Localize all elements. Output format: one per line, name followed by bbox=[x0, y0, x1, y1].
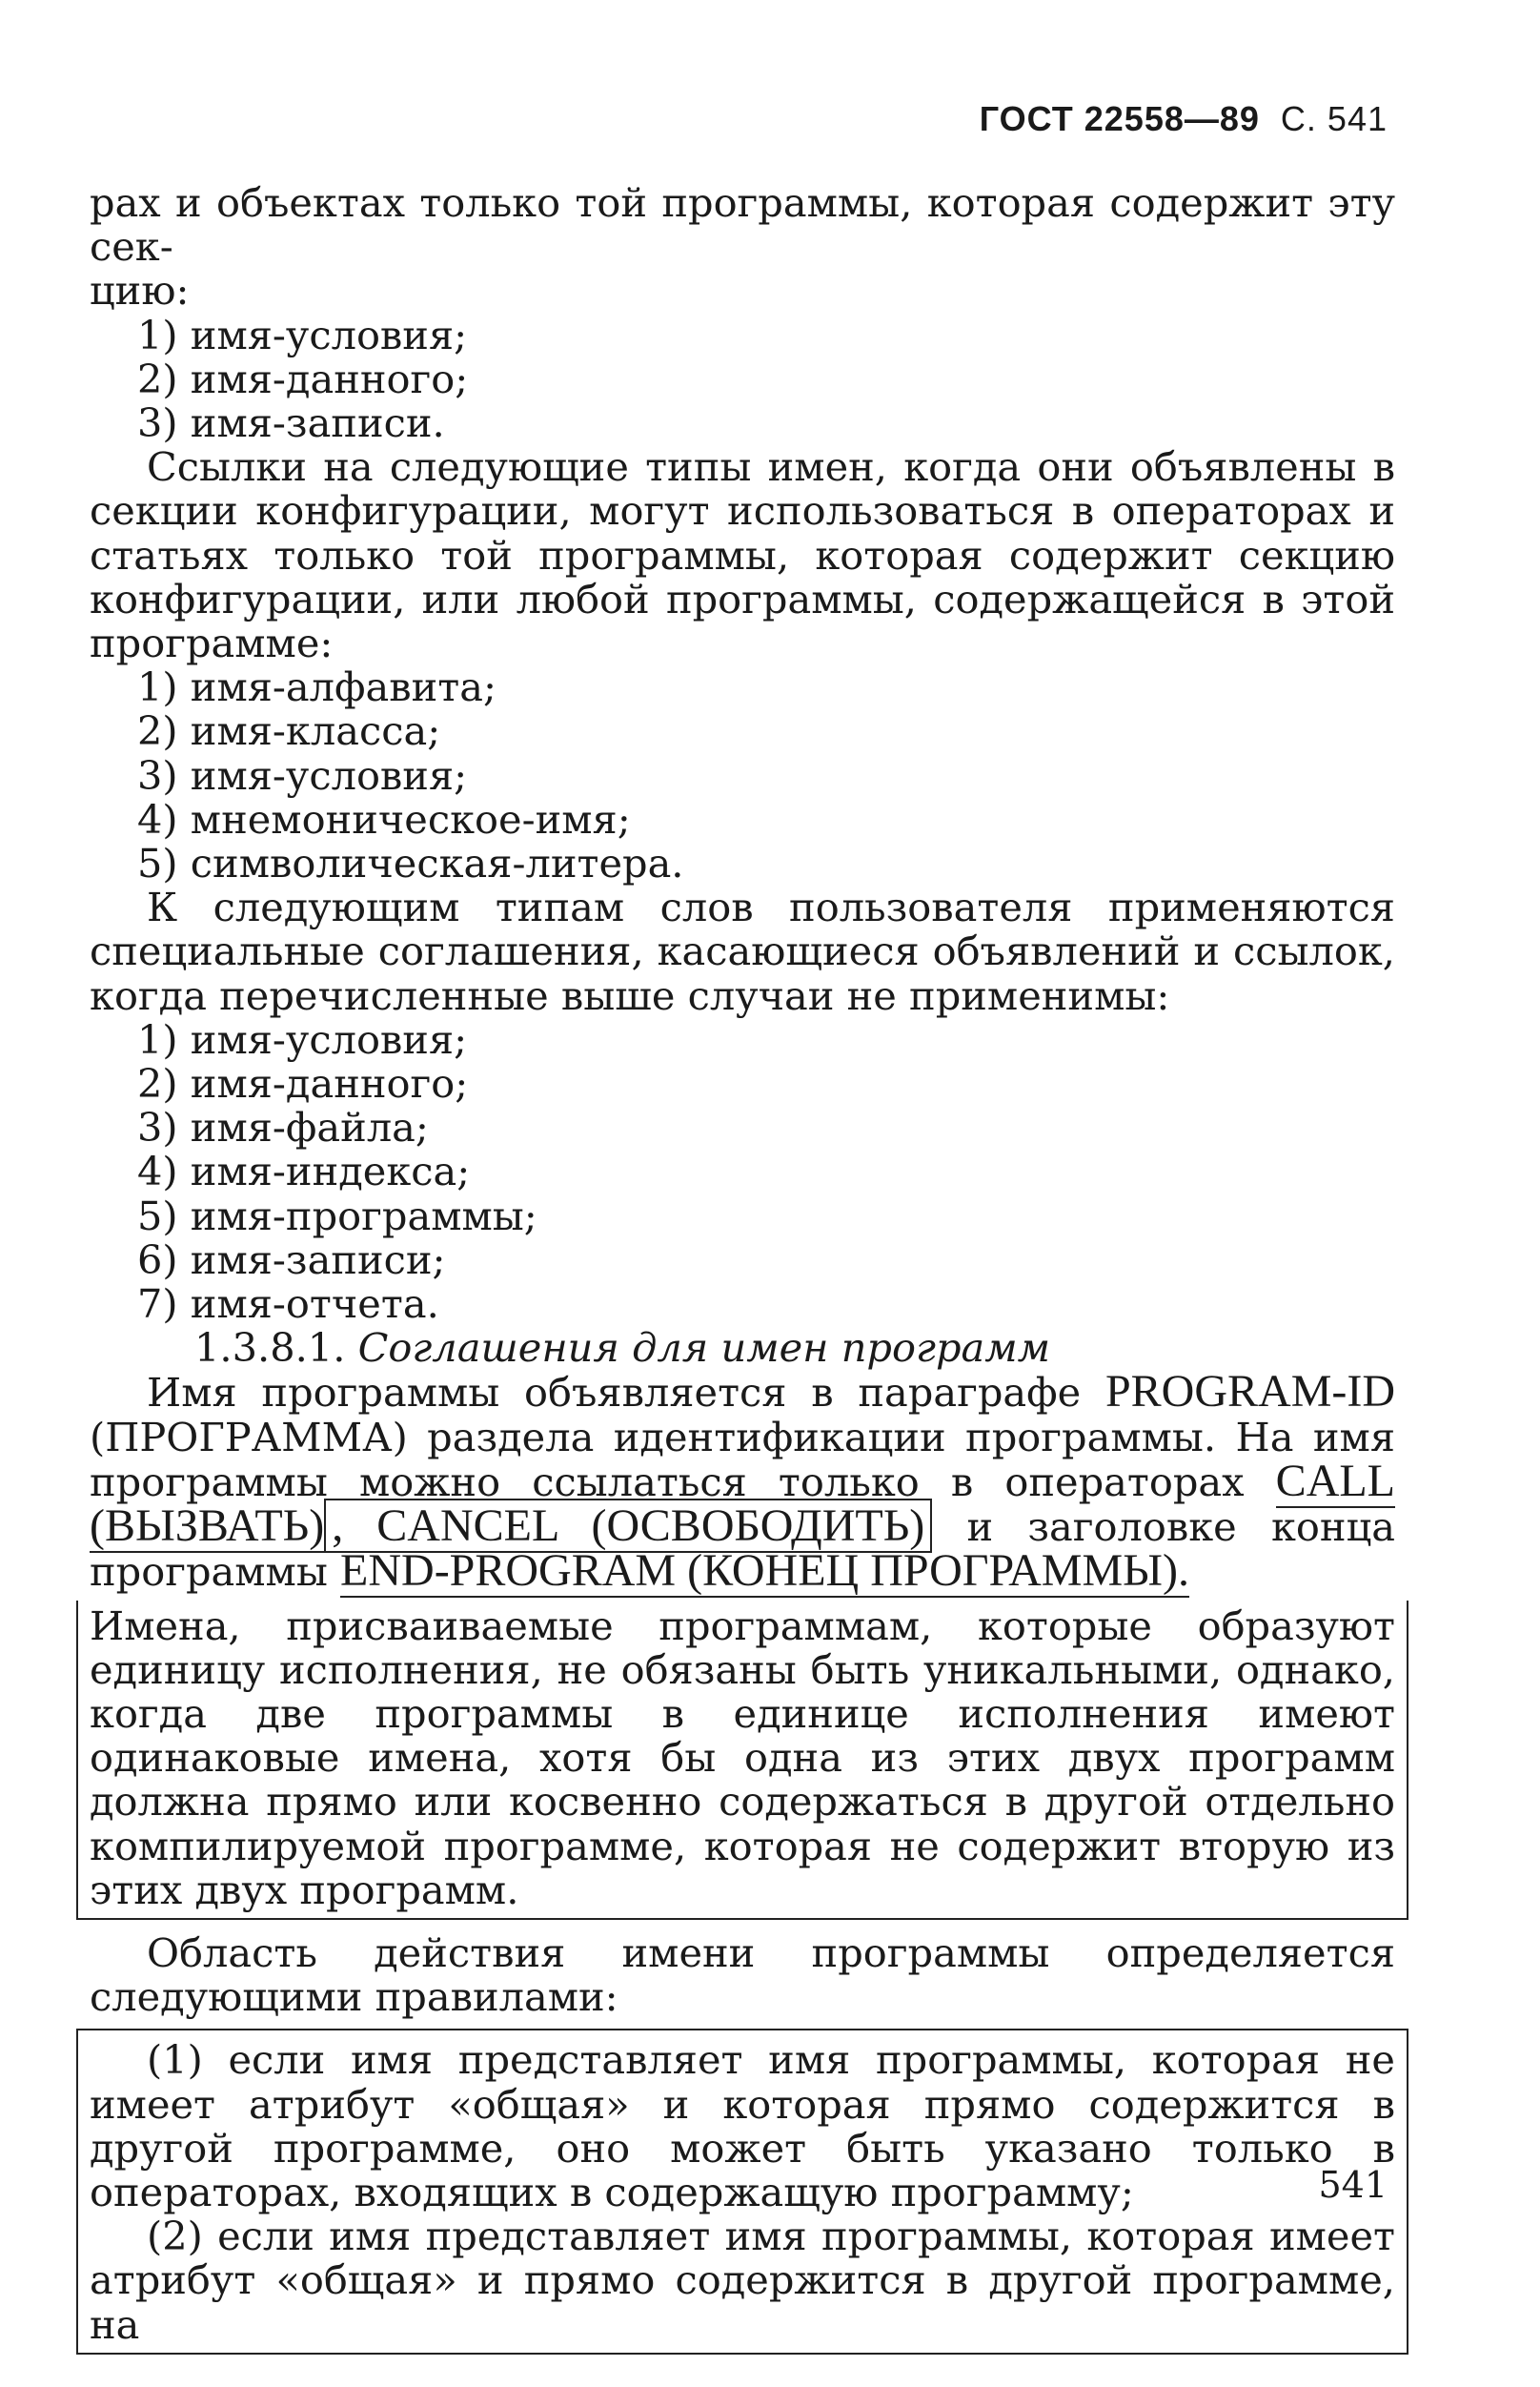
list-item: 3) имя-условия; bbox=[137, 751, 468, 799]
config-paragraph: Ссылки на следующие типы имен, когда они объявлены в секции конфигурации, могут использоваться в операторах и статьях только той программы, которая содержит секцию конфигурации, или любой программы, содержащейся в этой программе: bbox=[90, 443, 1395, 667]
program-id-keyword: PROGRAM-ID bbox=[1104, 1366, 1395, 1418]
call-keyword: CALL (ВЫЗВАТЬ) bbox=[90, 1455, 1395, 1552]
special-paragraph: К следующим типам слов пользователя применяются специальные соглашения, касающиеся объявлений и ссылок, когда перечисленные выше случаи не применимы: bbox=[90, 884, 1395, 1019]
list-item: 4) имя-индекса; bbox=[137, 1148, 471, 1195]
intro-line-2: цию: bbox=[90, 267, 190, 315]
scope-rule-2: (2) если имя представляет имя программы, которая имеет атрибут «общая» и прямо содержится в другой программе, на bbox=[90, 2213, 1395, 2348]
list-item: 4) мнемоническое-имя; bbox=[137, 795, 631, 843]
header-page-label: С. 541 bbox=[1280, 99, 1388, 138]
list-item: 1) имя-алфавита; bbox=[137, 663, 496, 711]
list-item: 5) имя-программы; bbox=[137, 1192, 537, 1239]
scope-rule-1: (1) если имя представляет имя программы, которая не имеет атрибут «общая» и которая прямо содержится в другой программе, оно может быть указано только в операторах, входящих в содержащую программу; bbox=[90, 2036, 1395, 2215]
program-names-uniqueness: Имена, присваиваемые программам, которые образуют единицу исполнения, не обязаны быть уникальными, однако, когда две программы в единице исполнения имеют одинаковые имена, хотя бы одна из этих двух программ должна прямо или косвенно содержаться в другой отдельно компилируемой программе, которая не содержит вторую из этих двух программ. bbox=[90, 1602, 1395, 1913]
list-scope-names bbox=[90, 311, 1395, 447]
cancel-keyword: , CANCEL (ОСВОБОДИТЬ) bbox=[324, 1499, 932, 1553]
list-config-names bbox=[90, 665, 1395, 886]
revision-box-program-names bbox=[76, 1601, 1408, 1920]
intro-paragraph bbox=[90, 181, 1395, 314]
list-item: 5) символическая-литера. bbox=[137, 840, 684, 887]
section-heading bbox=[90, 1326, 1395, 1370]
program-name-paragraph bbox=[90, 1366, 1395, 1597]
program-text-2: (ПРОГРАММА) раздела идентификации программы. На имя программы можно ссылаться только в операторах bbox=[90, 1413, 1395, 1505]
page-number: 541 bbox=[1318, 2164, 1388, 2206]
standard-number: ГОСТ 22558—89 bbox=[979, 99, 1260, 138]
page-header bbox=[980, 99, 1388, 139]
document-body bbox=[90, 181, 1395, 2355]
list-user-words bbox=[90, 1015, 1395, 1328]
list-item: 1) имя-условия; bbox=[137, 311, 468, 358]
list-item: 7) имя-отчета. bbox=[137, 1280, 439, 1328]
list-item: 2) имя-данного; bbox=[137, 1060, 469, 1108]
end-program-keyword: END-PROGRAM (КОНЕЦ ПРОГРАММЫ). bbox=[340, 1545, 1189, 1597]
program-text-1: Имя программы объявляется в параграфе bbox=[147, 1369, 1105, 1417]
program-text-3: и заголовке конца программы bbox=[90, 1503, 1395, 1596]
revision-box-scope-rules bbox=[76, 2029, 1408, 2354]
section-number: 1.3.8.1. bbox=[194, 1324, 346, 1372]
list-item: 6) имя-записи; bbox=[137, 1235, 446, 1283]
list-item: 1) имя-условия; bbox=[137, 1015, 468, 1063]
intro-line-1: рах и объектах только той программы, которая содержит эту сек- bbox=[90, 179, 1395, 271]
list-item: 2) имя-данного; bbox=[137, 355, 469, 402]
list-item: 3) имя-записи. bbox=[137, 399, 445, 447]
section-title: Соглашения для имен программ bbox=[357, 1324, 1051, 1372]
scope-paragraph: Область действия имени программы определяется следующими правилами: bbox=[90, 1928, 1395, 2021]
list-item: 2) имя-класса; bbox=[137, 707, 441, 755]
list-item: 3) имя-файла; bbox=[137, 1104, 429, 1152]
